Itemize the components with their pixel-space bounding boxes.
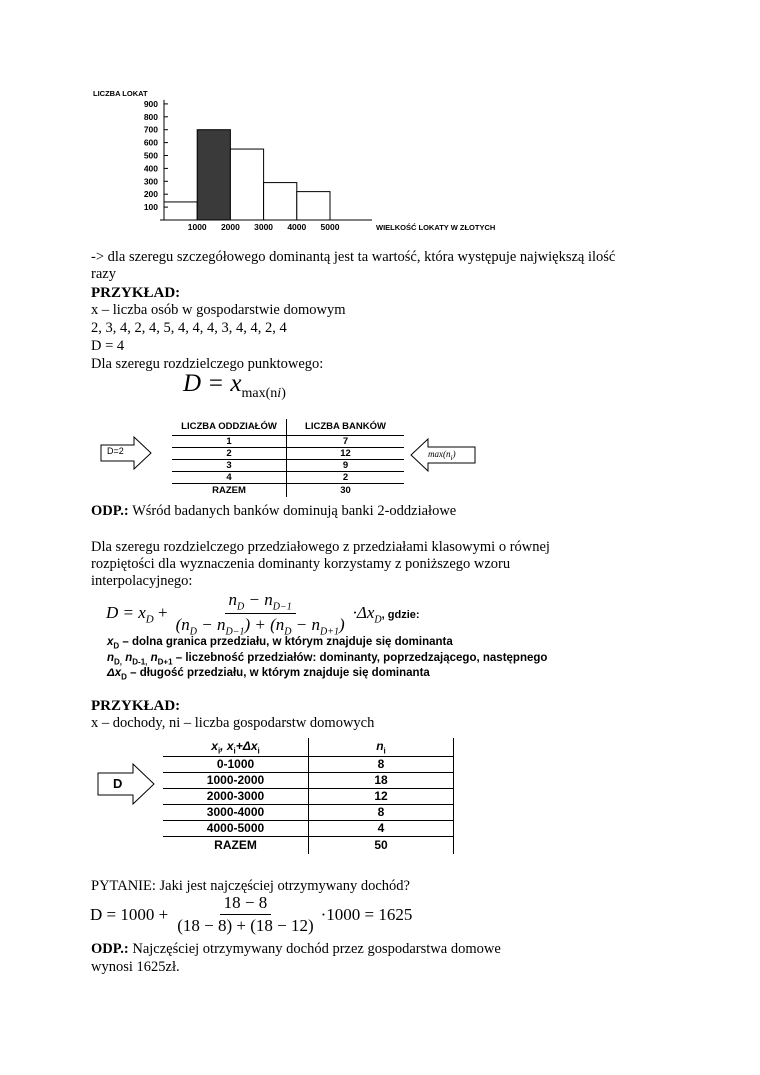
arrow-d-equals-2: D=2 xyxy=(100,436,152,470)
histogram-bar xyxy=(164,202,197,220)
paragraph-interval-l2: rozpiętości dla wyznaczenia dominanty korzystamy z poniższego wzoru xyxy=(91,556,511,572)
table-row-cell: 3 xyxy=(172,459,287,471)
y-axis-label: LICZBA LOKAT xyxy=(93,89,148,98)
table-banks-header-branches: LICZBA ODDZIAŁÓW xyxy=(172,419,287,435)
formula-point-dominant: $D = x_{max(ni)}$ xyxy=(183,370,286,401)
table-income-header-x: $x_i$, $x_i+\Delta x_i$ xyxy=(163,738,309,756)
example-1-series-intro: Dla szeregu rozdzielczego punktowego: xyxy=(91,356,324,372)
y-tick-label: 600 xyxy=(143,137,158,148)
y-tick-label: 500 xyxy=(143,150,158,161)
paragraph-dominant-def: -> dla szeregu szczegółowego dominantą jest ta wartość, która występuje największą ilość xyxy=(91,249,616,265)
table-row-cell: 12 xyxy=(374,789,388,803)
arrow-max-ni: $\max(n_i)$ xyxy=(410,438,476,472)
legend-nd: $n_{D,}$ $n_{D-1,}$ $n_{D+1}$ – liczebność przedziałów: dominanty, poprzedzającego, następnego xyxy=(107,652,548,667)
paragraph-interval-l1: Dla szeregu rozdzielczego przedziałowego z przedziałami klasowymi o równej xyxy=(91,539,550,555)
histogram-bar xyxy=(264,183,297,220)
table-income xyxy=(163,738,454,854)
x-tick-label: 1000 xyxy=(187,222,207,232)
table-total-label: RAZEM xyxy=(163,836,309,854)
formula-computation-lhs: D = 1000 + xyxy=(90,904,169,924)
example-2-variable: x – dochody, ni – liczba gospodarstw domowych xyxy=(91,715,375,731)
x-tick-label: 5000 xyxy=(320,222,340,232)
arrow-d: D xyxy=(97,763,155,805)
question-text: PYTANIE: Jaki jest najczęściej otrzymywany dochód? xyxy=(91,878,410,894)
table-row-cell: 9 xyxy=(342,459,349,471)
table-row-cell: 4 xyxy=(377,821,385,835)
table-row-cell: 0-1000 xyxy=(163,756,309,772)
legend-xd: $x_D$ – dolna granica przedziału, w którym znajduje się dominanta xyxy=(107,636,453,651)
x-axis-label: WIELKOŚĆ LOKATY W ZŁOTYCH xyxy=(376,223,496,232)
table-income-header-n: $n_i$ xyxy=(376,738,386,755)
example-1-data: 2, 3, 4, 2, 4, 5, 4, 4, 4, 3, 4, 4, 2, 4 xyxy=(91,320,287,336)
y-tick-label: 700 xyxy=(143,124,158,135)
table-total-value: 50 xyxy=(374,838,388,853)
example-1-result: D = 4 xyxy=(91,338,125,354)
histogram-bar xyxy=(197,130,230,220)
table-total-value: 30 xyxy=(340,484,351,496)
y-tick-label: 200 xyxy=(143,189,158,200)
x-tick-label: 2000 xyxy=(220,222,240,232)
example-2-title: PRZYKŁAD: xyxy=(91,698,181,714)
histogram-bar xyxy=(297,192,330,220)
table-row-cell: 4 xyxy=(172,471,287,483)
table-row-cell: 2 xyxy=(342,471,349,483)
y-tick-label: 900 xyxy=(143,98,158,109)
table-row-cell: 4000-5000 xyxy=(163,820,309,836)
formula-computation: D = 1000 + $\frac{18 - 8}{(18 - 8) + (18 - 12)}$ ·1000 = 1625 xyxy=(90,893,413,935)
answer-2-cont: wynosi 1625zł. xyxy=(91,959,180,975)
table-row-cell: 1000-2000 xyxy=(163,772,309,788)
histogram-bar xyxy=(230,149,263,220)
table-banks-header-banks: LICZBA BANKÓW xyxy=(305,421,386,433)
table-row-cell: 2 xyxy=(172,447,287,459)
table-row-cell: 18 xyxy=(374,773,388,787)
answer-2: ODP.: Najczęściej otrzymywany dochód przez gospodarstwa domowe xyxy=(91,941,501,957)
paragraph-interval-l3: interpolacyjnego: xyxy=(91,573,193,589)
table-row-cell: 3000-4000 xyxy=(163,804,309,820)
table-row-cell: 8 xyxy=(377,757,385,771)
table-row-cell: 7 xyxy=(342,435,349,447)
y-tick-label: 100 xyxy=(143,202,158,213)
paragraph-dominant-def-cont: razy xyxy=(91,266,116,282)
answer-1: ODP.: Wśród badanych banków dominują banki 2-oddziałowe xyxy=(91,503,457,519)
x-tick-label: 3000 xyxy=(254,222,274,232)
table-total-label: RAZEM xyxy=(172,483,287,497)
histogram-chart xyxy=(88,82,528,234)
y-tick-label: 800 xyxy=(143,111,158,122)
x-tick-label: 4000 xyxy=(287,222,307,232)
table-banks xyxy=(172,419,404,497)
legend-delta-xd: $\Delta x_D$ – długość przedziału, w którym znajduje się dominanta xyxy=(107,667,430,682)
example-1-variable: x – liczba osób w gospodarstwie domowym xyxy=(91,302,346,318)
table-row-cell: 12 xyxy=(340,447,351,459)
y-tick-label: 400 xyxy=(143,163,158,174)
table-row-cell: 2000-3000 xyxy=(163,788,309,804)
formula-interval-dominant: $D = x_D$ + $\frac{n_D - n_{D-1}}{(n_D - n_{D-1}) + (n_D - n_{D+1})}$ $\cdot\Delta x_D$, gdzie: xyxy=(106,590,420,638)
y-tick-label: 300 xyxy=(143,176,158,187)
table-row-cell: 1 xyxy=(172,435,287,447)
table-row-cell: 8 xyxy=(377,805,385,819)
example-1-title: PRZYKŁAD: xyxy=(91,285,181,301)
